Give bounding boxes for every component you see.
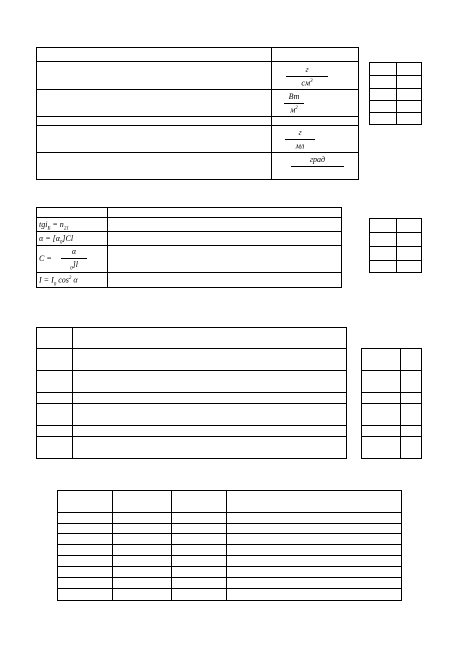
table-3-row-line [36,436,347,437]
side-grid-1-line [369,75,422,76]
formula-specific-rotation: $\alpha = [\alpha_0]Cl$ [39,234,74,246]
table-1-row-line [36,152,359,153]
side-grid-1-line [369,88,422,89]
table-3-row-line [36,425,347,426]
table-4-column-divider [226,490,227,601]
unit-fraction-density [286,66,328,88]
side-grid-2-line [369,260,422,261]
table-4-row-line [57,555,402,556]
table-2-row-line [36,231,342,232]
side-grid-3-line [361,436,422,437]
side-grid-3-line [361,425,422,426]
table-4-row-line [57,533,402,534]
fraction-bar [284,103,304,104]
table-2-column-divider [107,207,108,288]
table-2-row-line [36,245,342,246]
table-3-row-line [36,403,347,404]
table-4-row-line [57,577,402,578]
side-grid-1-line [369,112,422,113]
unit-degrees-label: град [309,155,326,164]
side-grid-1-line [369,100,422,101]
table-4-row-line [57,588,402,589]
table-1-row-line [36,116,359,117]
table-4-row-line [57,566,402,567]
formula-malus-law: $I = I_0$ $\cos^2 \alpha$ [39,275,78,288]
table-4-row-line [57,523,402,524]
table-1-column-divider [271,47,272,180]
formula-numerator: α [71,247,77,256]
table-1-row-line [36,61,359,62]
fraction-bar [286,76,328,77]
fraction-bar [285,139,315,140]
table-3-column-divider [72,327,73,459]
table-2-row-line [36,272,342,273]
unit-underline [291,166,344,167]
table-1-row-line [36,125,359,126]
side-grid-3-line [361,392,422,393]
unit-fraction-irradiance [284,93,304,115]
table-3 [36,327,347,459]
table-4-column-divider [112,490,113,601]
table-1-row-line [36,89,359,90]
formula-concentration-fraction [61,248,87,272]
unit-fraction-concentration [285,129,315,151]
side-grid-2-line [369,246,422,247]
table-4-row-line [57,544,402,545]
unit-numerator: Вт [288,92,300,101]
side-grid-3-line [361,403,422,404]
fraction-bar [61,258,87,259]
side-grid-3-line [361,370,422,371]
unit-numerator: г [298,128,302,137]
table-3-row-line [36,392,347,393]
table-3-row-line [36,348,347,349]
formula-concentration-lhs: C = [39,254,52,263]
table-3-row-line [36,370,347,371]
table-2-row-line [36,217,342,218]
table-4 [57,490,402,601]
unit-denominator: мл [295,141,305,151]
formula-denominator: $_0$]l [70,260,78,272]
unit-degrees [291,156,344,169]
unit-denominator: $см^3$ [301,78,313,88]
table-4-column-divider [171,490,172,601]
unit-denominator: $м^2$ [290,105,298,115]
side-grid-2-line [369,232,422,233]
unit-numerator: г [305,65,309,74]
side-grid-1-divider [396,62,397,125]
formula-brewster-law: $tgi_Б = n_{21}$ [39,220,69,232]
table-4-row-line [57,512,402,513]
